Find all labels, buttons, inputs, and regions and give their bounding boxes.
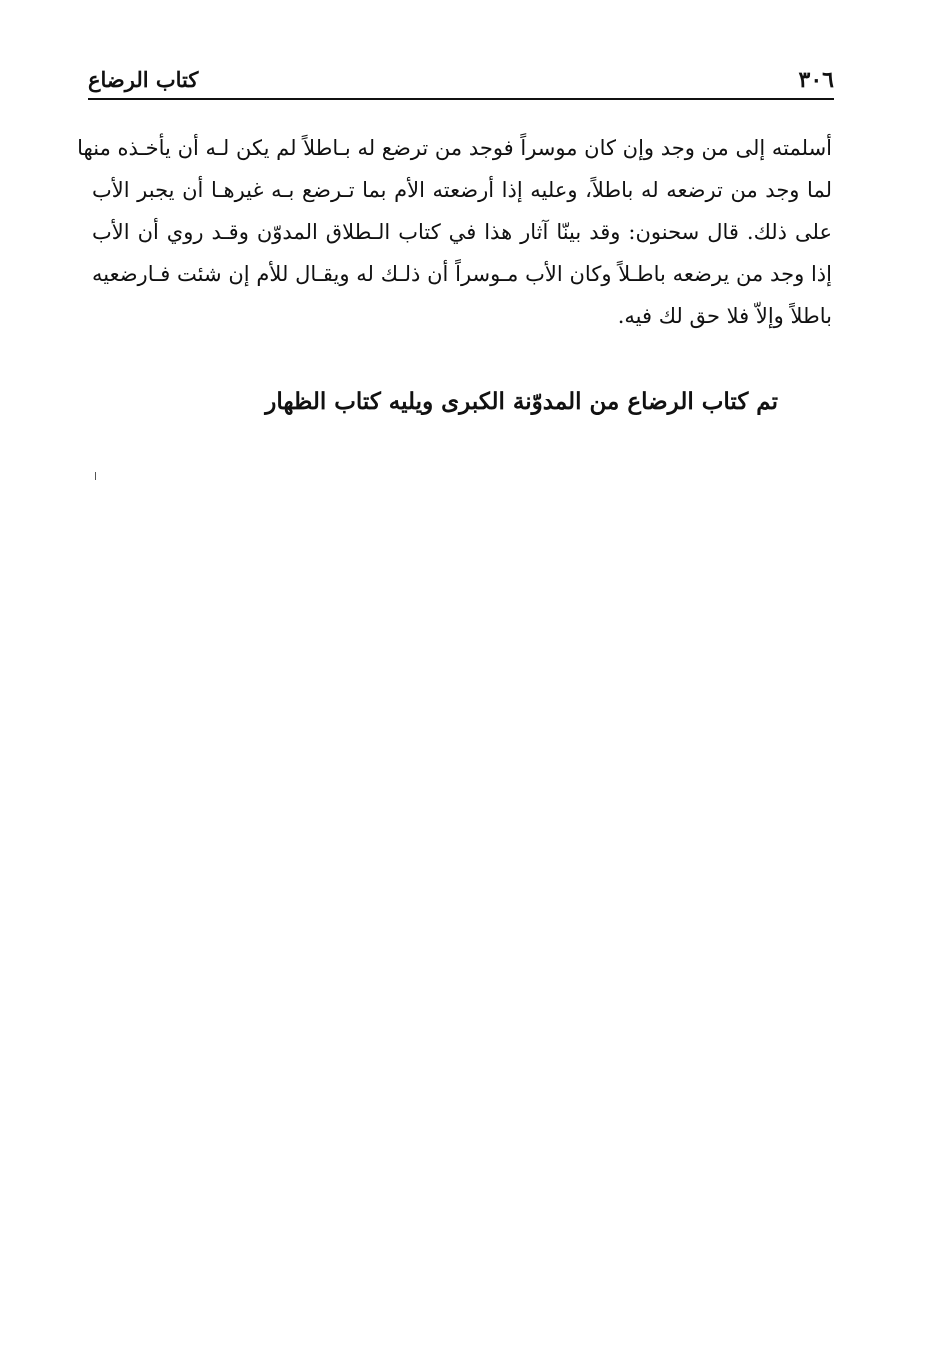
body-line: إذا وجد من يرضعه باطـلاً وكان الأب مـوسراً أن ذلـك له ويقـال للأم إن شئت فـارضعيه (92, 262, 832, 286)
body-line: على ذلك. قال سحنون: وقد بينّا آثار هذا في كتاب الـطلاق المدوّن وقـد روي أن الأب (92, 220, 832, 244)
body-line: باطلاً وإلاّ فلا حق لك فيه. (617, 304, 832, 328)
body-paragraph (77, 127, 832, 337)
body-line: لما وجد من ترضعه له باطلاً، وعليه إذا أرضعته الأم بما تـرضع بـه غيرهـا أن يجبر الأب (92, 178, 832, 202)
body-line: أسلمته إلى من وجد وإن كان موسراً فوجد من ترضع له بـاطلاً لم يكن لـه أن يأخـذه منها (77, 136, 832, 160)
header-rule (88, 98, 834, 100)
page-header (88, 62, 834, 98)
book-end-note: تم كتاب الرضاع من المدوّنة الكبرى ويليه كتاب الظهار (265, 388, 778, 415)
page-number: ٣٠٦ (798, 67, 834, 93)
scan-mark (95, 472, 96, 480)
running-title: كتاب الرضاع (88, 67, 199, 92)
